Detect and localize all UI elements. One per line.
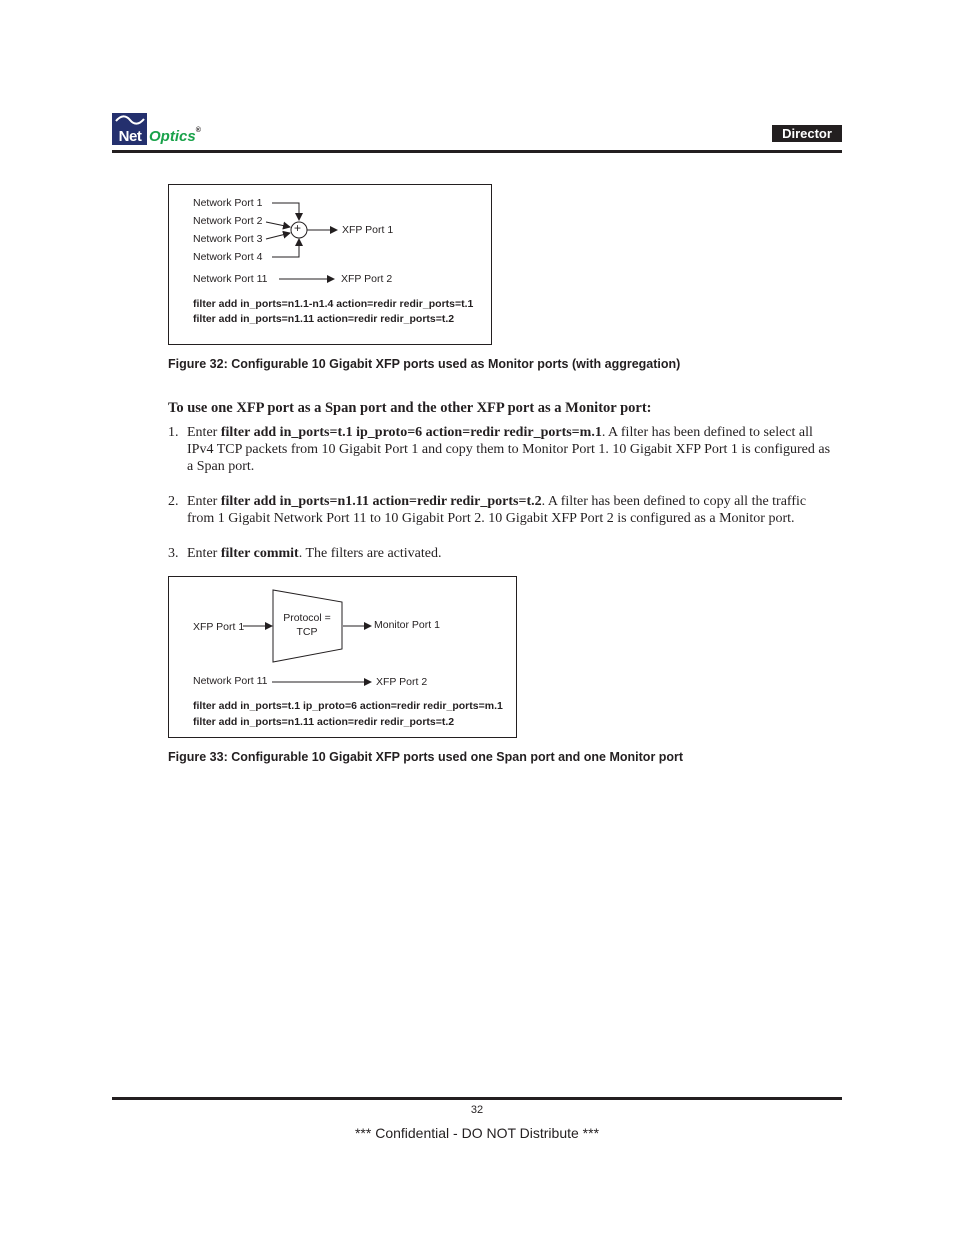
- network-port-3-label: Network Port 3: [193, 233, 263, 245]
- network-port-11-label: Network Port 11: [193, 273, 268, 285]
- network-port-4-label: Network Port 4: [193, 251, 263, 263]
- page-number: 32: [470, 1104, 484, 1116]
- network-port-2-label: Network Port 2: [193, 215, 263, 227]
- figure-33-command-1: filter add in_ports=t.1 ip_proto=6 action=redir redir_ports=m.1: [193, 700, 503, 712]
- monitor-port-1-label: Monitor Port 1: [374, 619, 440, 631]
- xfp-port-2-label: XFP Port 2: [341, 273, 393, 285]
- network-port-11-label: Network Port 11: [193, 675, 268, 687]
- logo-wave-icon: [115, 114, 145, 126]
- footer-divider: [112, 1097, 842, 1100]
- logo-optics-text: Optics®: [149, 127, 201, 145]
- figure-32-caption: Figure 32: Configurable 10 Gigabit XFP ports used as Monitor ports (with aggregation): [168, 357, 681, 371]
- step-3: 3. Enter filter commit. The filters are activated.: [168, 546, 442, 561]
- protocol-filter-label-line2: TCP: [296, 626, 318, 638]
- xfp-port-2-label: XFP Port 2: [376, 676, 428, 688]
- figure-33-caption: Figure 33: Configurable 10 Gigabit XFP ports used one Span port and one Monitor port: [168, 750, 684, 764]
- xfp-port-1-label: XFP Port 1: [342, 224, 394, 236]
- step-2-command: filter add in_ports=n1.11 action=redir redir_ports=t.2: [220, 494, 542, 509]
- header-divider: [112, 150, 842, 153]
- figure-33-connectors: [168, 576, 517, 738]
- section-tag: Director: [772, 125, 842, 142]
- step-1-command: filter add in_ports=t.1 ip_proto=6 action=redir redir_ports=m.1: [220, 425, 602, 440]
- network-port-1-label: Network Port 1: [193, 197, 263, 209]
- figure-33-command-2: filter add in_ports=n1.11 action=redir redir_ports=t.2: [193, 716, 455, 728]
- aggregation-plus-symbol: +: [294, 221, 302, 235]
- step-1: 1. Enter filter add in_ports=t.1 ip_proto=6 action=redir redir_ports=m.1. A filter has been defined to select all IPv4 TCP packets from 10 Gigabit Port 1 and copy them to Monitor Port 1. 10 Gigabit XFP Port 1 is configured as a Span port.: [168, 425, 831, 474]
- protocol-filter-label-line1: Protocol =: [283, 612, 331, 624]
- confidential-notice: *** Confidential - DO NOT Distribute ***: [354, 1125, 600, 1141]
- step-3-command: filter commit: [220, 546, 299, 561]
- logo-net-text: Net: [118, 128, 142, 145]
- step-2: 2. Enter filter add in_ports=n1.11 action=redir redir_ports=t.2. A filter has been defined to copy all the traffic from 1 Gigabit Network Port 11 to 10 Gigabit Port 2. 10 Gigabit XFP Port 2 is configured as a Monitor port.: [168, 494, 807, 526]
- section-heading: To use one XFP port as a Span port and the other XFP port as a Monitor port:: [168, 400, 652, 416]
- xfp-port-1-label: XFP Port 1: [193, 621, 245, 633]
- figure-32-command-1: filter add in_ports=n1.1-n1.4 action=redir redir_ports=t.1: [193, 298, 474, 310]
- figure-32-command-2: filter add in_ports=n1.11 action=redir redir_ports=t.2: [193, 313, 455, 325]
